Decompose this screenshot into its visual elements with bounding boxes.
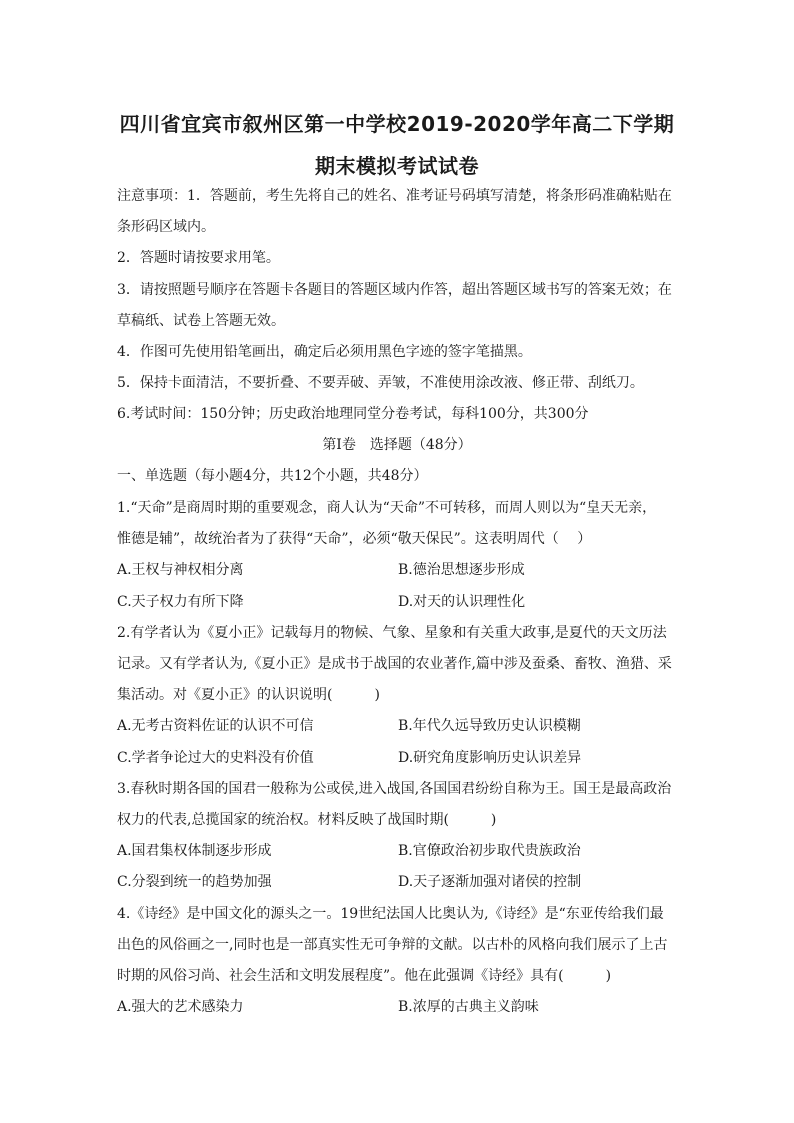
q1-option-a: A.王权与神权相分离 [117, 562, 244, 578]
note-1-line2: 条形码区域内。 [117, 219, 215, 235]
q2-stem-line2: 记录。又有学者认为,《夏小正》是成书于战国的农业著作,篇中涉及蚕桑、畜牧、渔猎、采 [117, 656, 672, 672]
q4-option-a: A.强大的艺术感染力 [117, 999, 244, 1015]
q1-stem-line2: 惟德是辅”，故统治者为了获得“天命”，必须“敬天保民”。这表明周代（ ） [117, 531, 592, 547]
q4-stem-line3: 时期的风俗习尚、社会生活和文明发展程度”。他在此强调《诗经》具有( ) [117, 968, 612, 984]
q3-stem-line1: 3.春秋时期各国的国君一般称为公或侯,进入战国,各国国君纷纷自称为王。国王是最高政治 [117, 781, 672, 797]
note-3-line2: 草稿纸、试卷上答题无效。 [117, 313, 285, 329]
q3-stem-line2: 权力的代表,总揽国家的统治权。材料反映了战国时期( ) [117, 812, 497, 828]
q3-option-c: C.分裂到统一的趋势加强 [117, 874, 272, 890]
q1-option-b: B.德治思想逐步形成 [398, 562, 525, 578]
note-4: 4．作图可先使用铅笔画出，确定后必须用黑色字迹的签字笔描黑。 [117, 344, 532, 360]
q2-option-c: C.学者争论过大的史料没有价值 [117, 750, 314, 766]
q2-option-d: D.研究角度影响历史认识差异 [398, 750, 582, 766]
q2-stem-line3: 集活动。对《夏小正》的认识说明( ) [117, 687, 380, 703]
note-2: 2．答题时请按要求用笔。 [117, 250, 280, 266]
q4-option-b: B.浓厚的古典主义韵味 [398, 999, 539, 1015]
q4-stem-line1: 4.《诗经》是中国文化的源头之一。19世纪法国人比奥认为,《诗经》是“东亚传给我们最 [117, 906, 664, 922]
exam-title-line2: 期末模拟考试试卷 [315, 154, 479, 178]
note-3-line1: 3．请按照题号顺序在答题卡各题目的答题区域内作答，超出答题区域书写的答案无效；在 [117, 282, 672, 298]
q1-stem-line1: 1.“天命”是商周时期的重要观念，商人认为“天命”不可转移，而周人则以为“皇天无亲， [117, 500, 657, 516]
q2-option-a: A.无考古资料佐证的认识不可信 [117, 718, 314, 734]
q3-option-d: D.天子逐渐加强对诸侯的控制 [398, 874, 582, 890]
q3-option-a: A.国君集权体制逐步形成 [117, 843, 272, 859]
q4-stem-line2: 出色的风俗画之一,同时也是一部真实性无可争辩的文献。以古朴的风格向我们展示了上古 [117, 937, 668, 953]
q3-option-b: B.官僚政治初步取代贵族政治 [398, 843, 581, 859]
note-5: 5．保持卡面清洁，不要折叠、不要弄破、弄皱，不准使用涂改液、修正带、刮纸刀。 [117, 375, 644, 391]
q2-option-b: B.年代久远导致历史认识模糊 [398, 718, 581, 734]
note-6: 6.考试时间：150分钟；历史政治地理同堂分卷考试，每科100分，共300分 [117, 406, 589, 422]
q2-stem-line1: 2.有学者认为《夏小正》记载每月的物候、气象、星象和有关重大政事,是夏代的天文历法 [117, 625, 667, 641]
section-instruction: 一、单选题（每小题4分，共12个小题，共48分） [117, 468, 428, 484]
note-1-line1: 注意事项：1．答题前，考生先将自己的姓名、准考证号码填写清楚，将条形码准确粘贴在 [117, 188, 672, 204]
section-heading: 第Ⅰ卷 选择题（48分） [322, 437, 472, 453]
q1-option-d: D.对天的认识理性化 [398, 594, 526, 610]
q1-option-c: C.天子权力有所下降 [117, 594, 244, 610]
exam-title-line1: 四川省宜宾市叙州区第一中学校2019-2020学年高二下学期 [119, 112, 675, 136]
